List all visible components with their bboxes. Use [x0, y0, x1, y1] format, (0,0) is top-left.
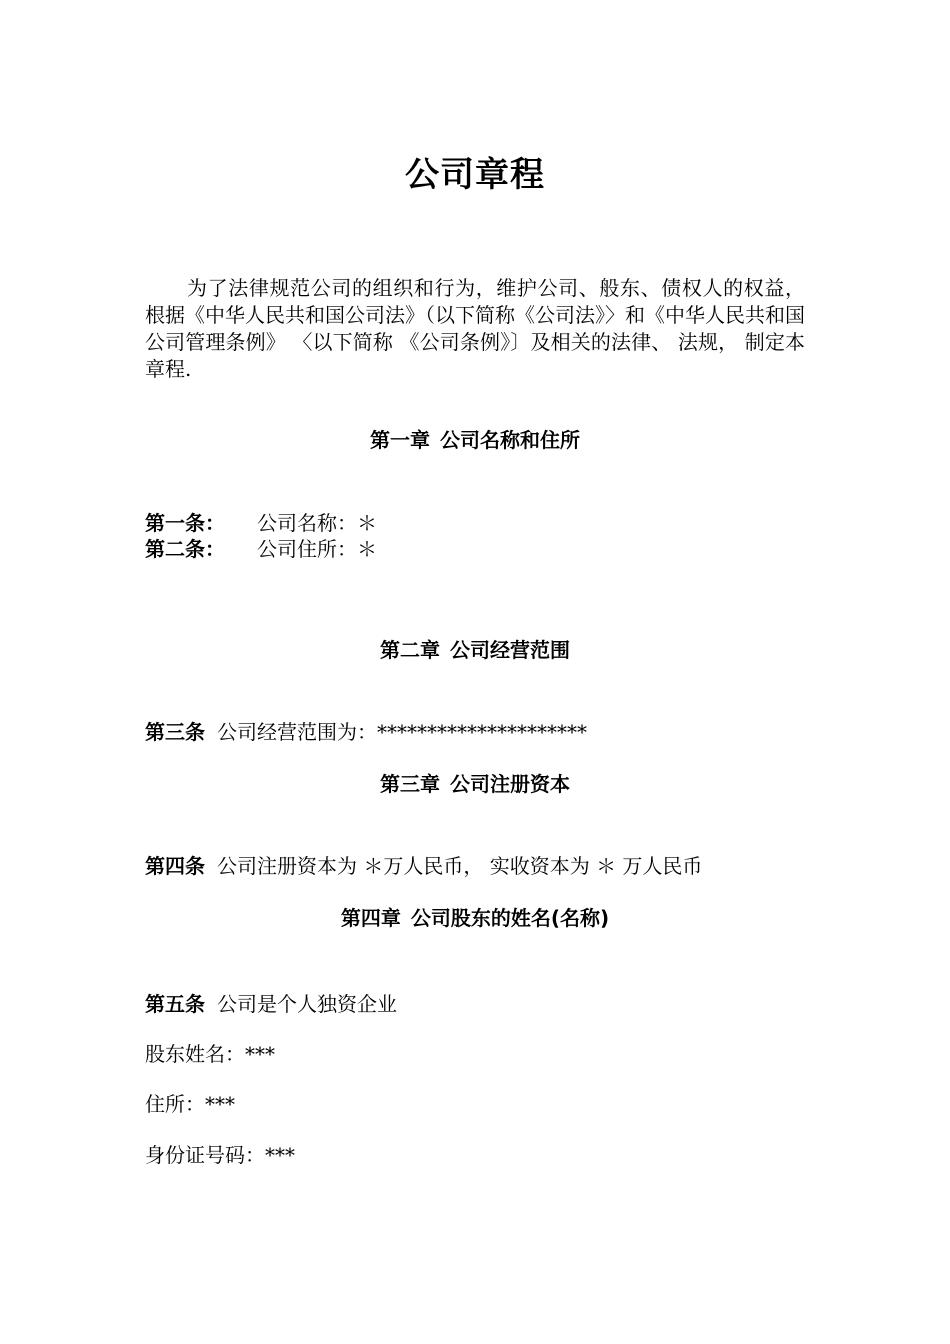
article-5: [145, 991, 825, 1018]
chapter-1-heading: [0, 426, 950, 454]
chapter-4-title: 公司股东的姓名(名称): [410, 906, 610, 930]
article-3-label: 第三条: [145, 720, 205, 744]
chapter-4-number: 第四章: [340, 906, 401, 930]
article-4: [145, 853, 825, 880]
article-2-label: 第二条：: [145, 537, 225, 561]
article-1: [145, 510, 825, 537]
chapter-1-title: 公司名称和住所: [440, 428, 580, 452]
shareholder-name: 股东姓名：***: [145, 1042, 275, 1066]
chapter-4-heading: [0, 904, 950, 932]
article-2-text: 公司住所：＊: [257, 537, 377, 561]
article-5-text: 公司是个人独资企业: [217, 992, 397, 1016]
chapter-3-title: 公司注册资本: [450, 772, 570, 796]
article-4-label: 第四条: [145, 854, 205, 878]
shareholder-id-number: 身份证号码：***: [145, 1143, 295, 1167]
article-3: [145, 719, 825, 746]
article-5-label: 第五条: [145, 992, 205, 1016]
article-4-text: 公司注册资本为 ＊万人民币， 实收资本为 ＊ 万人民币: [217, 854, 703, 878]
shareholder-address: 住所：***: [145, 1092, 235, 1116]
article-3-text: 公司经营范围为：*********************: [217, 720, 587, 744]
chapter-3-number: 第三章: [380, 772, 440, 796]
article-1-text: 公司名称：＊: [257, 511, 377, 535]
article-2: [145, 536, 825, 563]
chapter-3-heading: [0, 770, 950, 798]
preamble-paragraph: 为了法律规范公司的组织和行为，维护公司、般东、债权人的权益， 根据《中华人民共和国公司法》（以下简称《公司法》〉和《中华人民共和国公司管理条例》 〈以下简称 《公司条例》〕及相关的法律、 法规， 制定本章程.: [145, 276, 805, 381]
chapter-2-number: 第二章: [380, 638, 440, 662]
article-1-label: 第一条：: [145, 511, 225, 535]
chapter-2-title: 公司经营范围: [450, 638, 570, 662]
chapter-2-heading: [0, 636, 950, 664]
chapter-1-number: 第一章: [370, 428, 430, 452]
document-title: 公司章程: [405, 155, 545, 195]
